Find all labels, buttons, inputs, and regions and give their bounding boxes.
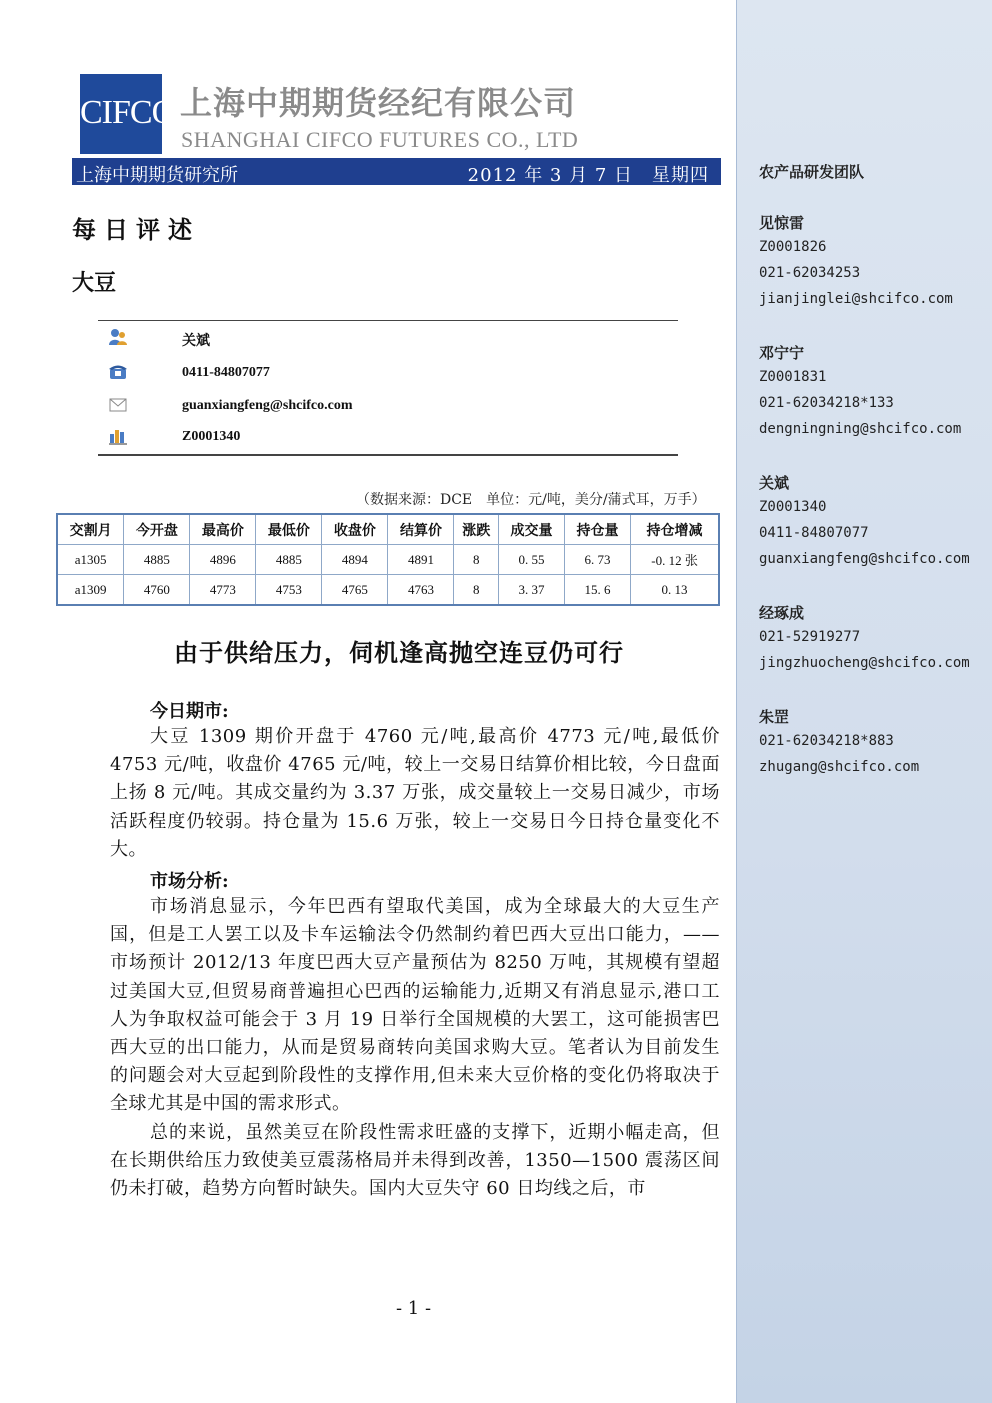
col-header: 今开盘	[124, 514, 190, 545]
table-cell: 4765	[322, 575, 388, 606]
report-title: 每日评述	[72, 215, 200, 244]
table-cell: a1309	[57, 575, 124, 606]
member-detail: Z0001831	[759, 369, 827, 385]
person-icon	[108, 327, 128, 347]
company-name-en: SHANGHAI CIFCO FUTURES CO., LTD	[181, 127, 579, 152]
col-header: 持仓增减	[631, 514, 719, 545]
paragraph-summary: 总的来说，虽然美豆在阶段性需求旺盛的支撑下，近期小幅走高，但在长期供给压力致使美豆震荡格局并未得到改善，1350—1500 震荡区间仍未打破，趋势方向暂时缺失。国内大豆失守 60 日均线之后，市	[110, 1122, 720, 1200]
member-detail: 021-62034253	[759, 265, 861, 281]
institute-name: 上海中期期货研究所	[76, 165, 238, 186]
member-email: jingzhuocheng@shcifco.com	[759, 655, 970, 671]
member-name: 朱罡	[759, 708, 790, 726]
id-card-icon	[108, 426, 128, 446]
member-email: guanxiangfeng@shcifco.com	[759, 551, 970, 567]
table-cell: 4753	[256, 575, 322, 606]
col-header: 最高价	[190, 514, 256, 545]
member-detail: 021-52919277	[759, 629, 861, 645]
research-team-sidebar	[736, 0, 992, 1403]
commodity-heading: 大豆	[72, 270, 117, 296]
company-name-cn: 上海中期期货经纪有限公司	[180, 84, 577, 122]
member-detail: 021-62034218*883	[759, 733, 894, 749]
table-cell: 4773	[190, 575, 256, 606]
table-header-row	[57, 514, 719, 545]
member-email: dengningning@shcifco.com	[759, 421, 962, 437]
table-cell: 8	[454, 545, 499, 575]
author-email: guanxiangfeng@shcifco.com	[182, 398, 353, 413]
member-email: zhugang@shcifco.com	[759, 759, 920, 775]
author-phone: 0411-84807077	[182, 365, 270, 380]
table-cell: a1305	[57, 545, 124, 575]
report-date: 2012 年 3 月 7 日 星期四	[467, 165, 709, 186]
section-heading-analysis: 市场分析:	[150, 871, 229, 892]
paragraph-today-market: 大豆 1309 期价开盘于 4760 元/吨,最高价 4773 元/吨,最低价 4753 元/吨，收盘价 4765 元/吨，较上一交易日结算价相比较，今日盘面上扬 8 元/吨。其成交量约为 3.37 万张，成交量较上一交易日减少，市场活跃程度仍较弱。持仓量为 15.6 万张，较上一交易日今日持仓量变化不大。	[110, 726, 720, 860]
col-header: 涨跌	[454, 514, 499, 545]
col-header: 成交量	[499, 514, 565, 545]
table-cell: 0. 55	[499, 545, 565, 575]
table-cell: 8	[454, 575, 499, 606]
author-id: Z0001340	[182, 429, 241, 444]
table-cell: 4885	[256, 545, 322, 575]
member-detail: 0411-84807077	[759, 525, 869, 541]
col-header: 交割月	[57, 514, 124, 545]
member-name: 经琢成	[759, 604, 805, 622]
paragraph-market-analysis: 市场消息显示，今年巴西有望取代美国，成为全球最大的大豆生产国，但是工人罢工以及卡车运输法令仍然制约着巴西大豆出口能力，——市场预计 2012/13 年度巴西大豆产量预估为 8250 万吨，其规模有望超过美国大豆,但贸易商普遍担心巴西的运输能力,近期又有消息显示,港口工人为争取权益可能会于 3 月 19 日举行全国规模的大罢工，这可能损害巴西大豆的出口能力，从而是贸易商转向美国求购大豆。笔者认为目前发生的问题会对大豆起到阶段性的支撑作用,但未来大豆价格的变化仍将取决于全球尤其是中国的需求形式。	[110, 896, 720, 1115]
member-detail: 021-62034218*133	[759, 395, 894, 411]
author-email-row	[98, 395, 678, 421]
member-detail: Z0001826	[759, 239, 827, 255]
team-heading: 农产品研发团队	[759, 163, 865, 181]
author-id-row	[98, 426, 678, 452]
col-header: 结算价	[388, 514, 454, 545]
table-cell: 4760	[124, 575, 190, 606]
member-name: 关斌	[759, 474, 790, 492]
table-cell: -0. 12 张	[631, 545, 719, 575]
header-bar	[72, 158, 721, 185]
table-cell: 4891	[388, 545, 454, 575]
member-detail: Z0001340	[759, 499, 827, 515]
table-cell: 4763	[388, 575, 454, 606]
table-cell: 3. 37	[499, 575, 565, 606]
table-cell: 15. 6	[565, 575, 631, 606]
col-header: 最低价	[256, 514, 322, 545]
logo-text: CIFCO	[80, 94, 176, 131]
data-source-note: （数据来源：DCE 单位：元/吨，美分/蒲式耳，万手）	[356, 492, 706, 508]
col-header: 收盘价	[322, 514, 388, 545]
member-name: 邓宁宁	[759, 344, 805, 362]
table-row	[57, 575, 719, 606]
table-cell: 0. 13	[631, 575, 719, 606]
section-heading-today: 今日期市:	[150, 701, 229, 722]
company-logo	[80, 74, 176, 154]
author-block	[98, 320, 678, 456]
member-name: 见惊雷	[759, 214, 805, 232]
table-cell: 4885	[124, 545, 190, 575]
article-title: 由于供给压力，伺机逢高抛空连豆仍可行	[174, 638, 624, 667]
author-phone-row	[98, 362, 678, 388]
table-cell: 6. 73	[565, 545, 631, 575]
telephone-icon	[108, 362, 128, 382]
member-email: jianjinglei@shcifco.com	[759, 291, 953, 307]
author-name: 关斌	[182, 334, 210, 349]
page-number: - 1 -	[396, 1298, 432, 1319]
col-header: 持仓量	[565, 514, 631, 545]
author-name-row	[98, 327, 678, 353]
table-cell: 4894	[322, 545, 388, 575]
table-row	[57, 545, 719, 575]
price-table	[56, 513, 720, 606]
envelope-icon	[108, 395, 128, 415]
table-cell: 4896	[190, 545, 256, 575]
